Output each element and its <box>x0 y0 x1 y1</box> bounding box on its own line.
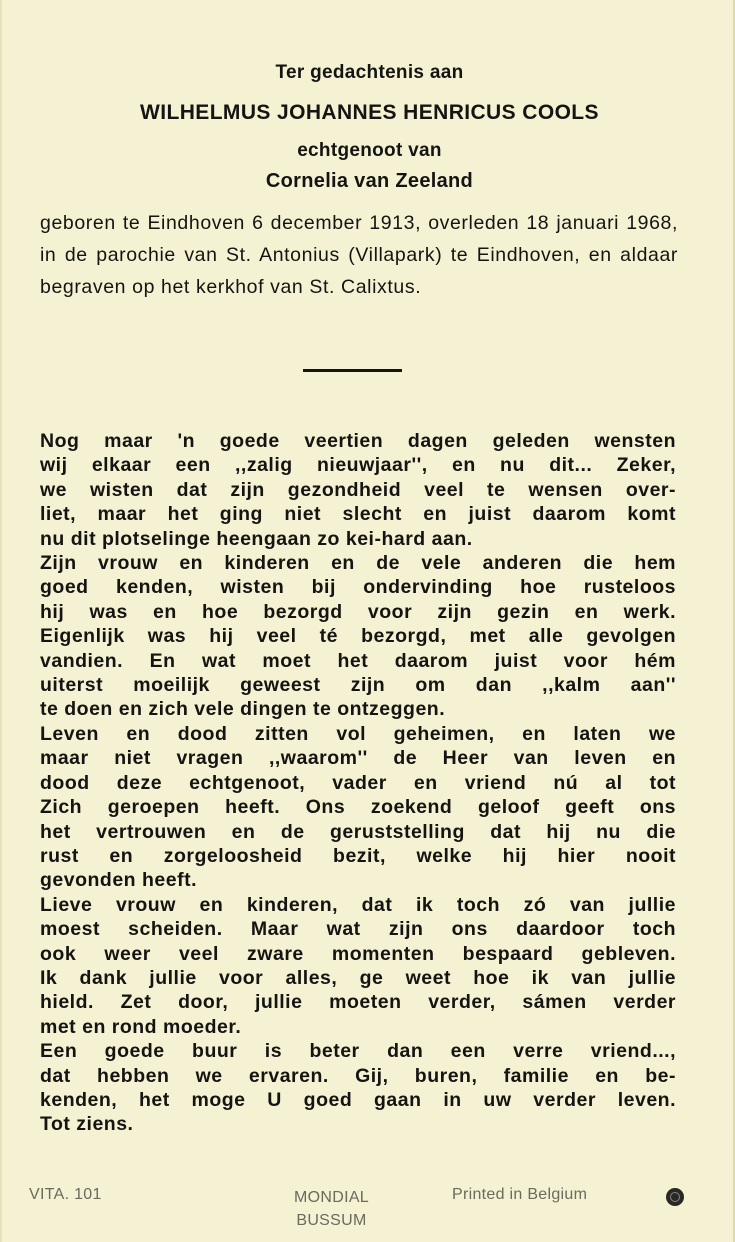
text-line: hij was en hoe bezorgd voor zijn gezin en werk. <box>40 600 676 623</box>
text-line: vandien. En wat moet het daarom juist voor hém <box>40 649 676 672</box>
text-line: Zijn vrouw en kinderen en de vele anderen die hem <box>40 552 676 575</box>
biography-paragraph: geboren te Eindhoven 6 december 1913, overleden 18 januari 1968, in de parochie van St. Antonius (Villapark) te Eindhoven, en aldaar begraven op het kerkhof van St. Calixtus. <box>40 212 678 298</box>
text-line: ook weer veel zware momenten bespaard gebleven. <box>40 942 676 965</box>
text-line: dood deze echtgenoot, vader en vriend nú al tot <box>40 771 676 794</box>
text-line: moest scheiden. Maar wat zijn ons daardoor toch <box>40 918 676 941</box>
printer-logo-icon <box>666 1188 684 1206</box>
text-line: Ik dank jullie voor alles, ge weet hoe ik van jullie <box>40 966 676 989</box>
text-line: Eigenlijk was hij veel té bezorgd, met alle gevolgen <box>40 625 676 648</box>
text-line: gevonden heeft. <box>40 869 198 892</box>
text-line: wij elkaar een ,,zalig nieuwjaar'', en nu dit... Zeker, <box>40 454 676 477</box>
publisher-imprint <box>294 1186 369 1232</box>
text-line: te doen en zich vele dingen te ontzeggen. <box>40 698 446 721</box>
spouse-name: Cornelia van Zeeland <box>265 170 474 192</box>
text-line: maar niet vragen ,,waarom'' de Heer van leven en <box>40 747 676 770</box>
divider-rule <box>303 369 402 372</box>
text-line: Leven en dood zitten vol geheimen, en laten we <box>40 722 676 745</box>
publisher-name: MONDIAL <box>294 1189 369 1206</box>
text-line: Zich geroepen heeft. Ons zoekend geloof geeft ons <box>40 796 676 819</box>
text-line: Nog maar 'n goede veertien dagen geleden wensten <box>40 430 676 452</box>
publisher-city: BUSSUM <box>296 1212 367 1229</box>
text-line: nu dit plotselinge heengaan zo kei-hard aan. <box>40 527 473 550</box>
text-line: liet, maar het ging niet slecht en juist daarom komt <box>40 503 676 526</box>
deceased-name: WILHELMUS JOHANNES HENRICUS COOLS <box>140 101 599 124</box>
text-line: Een goede buur is beter dan een verre vriend..., <box>40 1040 676 1063</box>
printed-in: Printed in Belgium <box>452 1186 588 1203</box>
text-line: rust en zorgeloosheid bezit, welke hij hier nooit <box>40 844 676 867</box>
text-line: hield. Zet door, jullie moeten verder, sámen verder <box>40 991 676 1014</box>
text-line: dat hebben we ervaren. Gij, buren, familie en be- <box>40 1064 676 1087</box>
vita-number: VITA. 101 <box>29 1186 102 1203</box>
text-line: het vertrouwen en de geruststelling dat hij nu die <box>40 820 676 843</box>
text-line: Lieve vrouw en kinderen, dat ik toch zó van jullie <box>40 893 676 916</box>
text-line: Tot ziens. <box>40 1113 134 1136</box>
text-line: kenden, het moge U goed gaan in uw verder leven. <box>40 1088 676 1111</box>
memorial-text <box>40 429 676 1137</box>
text-line: uiterst moeilijk geweest zijn om dan ,,kalm aan'' <box>40 674 676 697</box>
text-line: met en rond moeder. <box>40 1015 242 1038</box>
text-line: goed kenden, wisten bij ondervinding hoe rusteloos <box>40 576 676 599</box>
memorial-intro: Ter gedachtenis aan <box>275 62 464 83</box>
spouse-relation: echtgenoot van <box>297 140 442 161</box>
text-line: we wisten dat zijn gezondheid veel te wensen over- <box>40 478 676 501</box>
